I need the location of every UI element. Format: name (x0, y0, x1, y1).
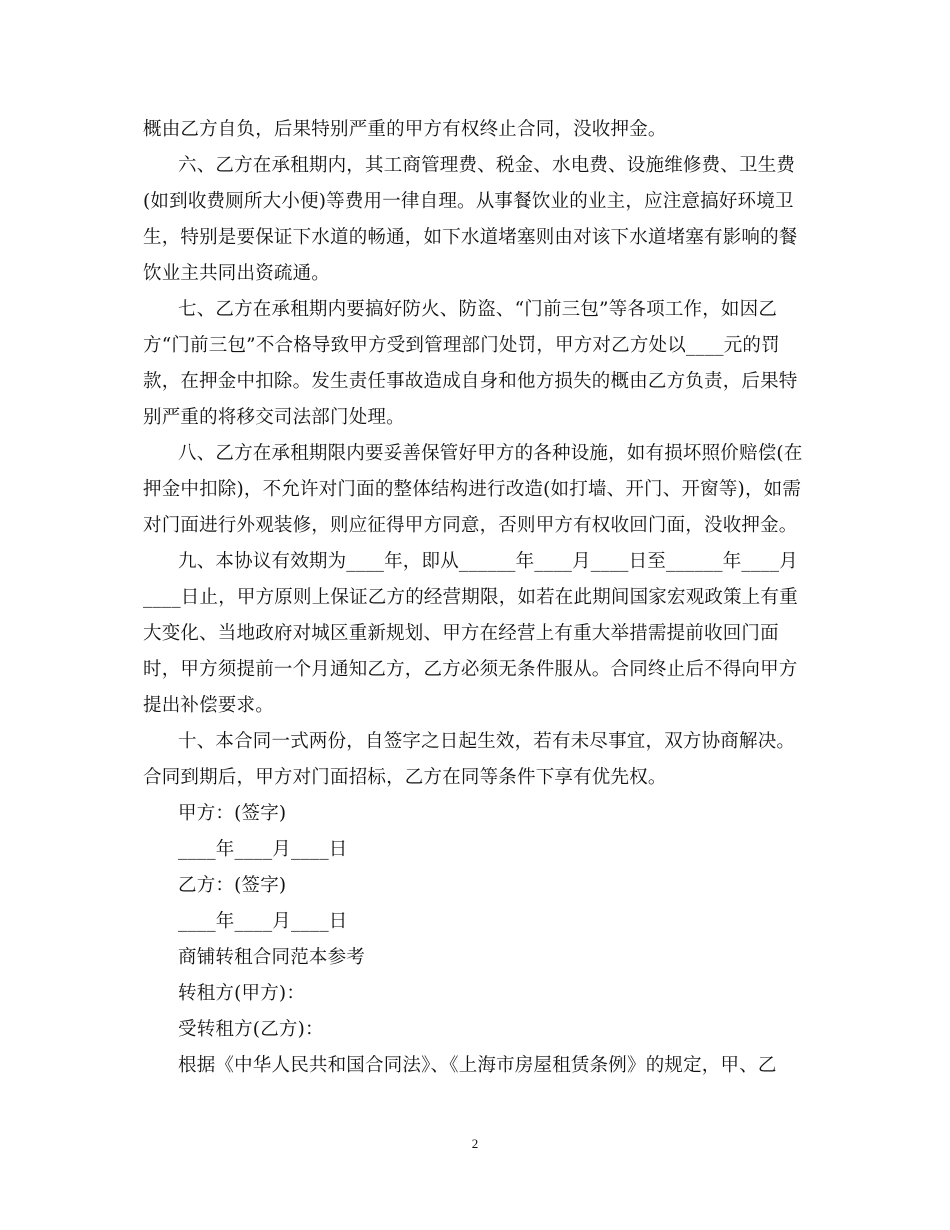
paragraph-line: 概由乙方自负，后果特别严重的甲方有权终止合同，没收押金。 (143, 119, 667, 140)
sublessee-label: 受转租方(乙方)： (178, 1019, 324, 1040)
paragraph-line: 饮业主共同出资疏通。 (143, 263, 331, 284)
paragraph-line: 大变化、当地政府对城区重新规划、甲方在经营上有重大举措需提前收回门面 (143, 623, 779, 644)
paragraph-line: 押金中扣除)，不允许对门面的整体结构进行改造(如打墙、开门、开窗等)，如需 (143, 479, 802, 500)
paragraph-line: 别严重的将移交司法部门处理。 (143, 407, 405, 428)
paragraph-line: (如到收费厕所大小便)等费用一律自理。从事餐饮业的业主，应注意搞好环境卫 (143, 191, 794, 212)
clause-6-line: 六、乙方在承租期内，其工商管理费、税金、水电费、设施维修费、卫生费 (178, 155, 796, 176)
party-b-date-line: ____年____月____日 (178, 911, 348, 932)
clause-7-line: 七、乙方在承租期内要搞好防火、防盗、“门前三包”等各项工作，如因乙 (178, 299, 778, 320)
paragraph-line: 款，在押金中扣除。发生责任事故造成自身和他方损失的概由乙方负责，后果特 (143, 371, 798, 392)
paragraph-line: 提出补偿要求。 (143, 695, 274, 716)
paragraph-line: 根据《中华人民共和国合同法》、《上海市房屋租赁条例》的规定，甲、乙 (178, 1055, 777, 1076)
paragraph-line: 对门面进行外观装修，则应征得甲方同意，否则甲方有权收回门面，没收押金。 (143, 515, 798, 536)
clause-9-line: 九、本协议有效期为____年，即从______年____月____日至______年____月 (178, 551, 798, 572)
clause-10-line: 十、本合同一式两份，自签字之日起生效，若有未尽事宜，双方协商解决。 (178, 731, 796, 752)
paragraph-line: 方“门前三包”不合格导致甲方受到管理部门处罚，甲方对乙方处以____元的罚 (143, 335, 780, 356)
sublessor-label: 转租方(甲方)： (178, 983, 306, 1004)
paragraph-line: 时，甲方须提前一个月通知乙方，乙方必须无条件服从。合同终止后不得向甲方 (143, 659, 798, 680)
paragraph-line: 合同到期后，甲方对门面招标，乙方在同等条件下享有优先权。 (143, 767, 667, 788)
party-b-signature-label: 乙方：(签字) (178, 875, 287, 896)
page-number: 2 (471, 1136, 479, 1151)
section-title: 商铺转租合同范本参考 (178, 947, 366, 968)
party-a-signature-label: 甲方：(签字) (178, 803, 287, 824)
paragraph-line: ____日止，甲方原则上保证乙方的经营期限，如若在此期间国家宏观政策上有重 (143, 587, 798, 608)
paragraph-line: 生，特别是要保证下水道的畅通，如下水道堵塞则由对该下水道堵塞有影响的餐 (143, 227, 798, 248)
party-a-date-line: ____年____月____日 (178, 839, 348, 860)
clause-8-line: 八、乙方在承租期限内要妥善保管好甲方的各种设施，如有损坏照价赔偿(在 (178, 443, 803, 464)
